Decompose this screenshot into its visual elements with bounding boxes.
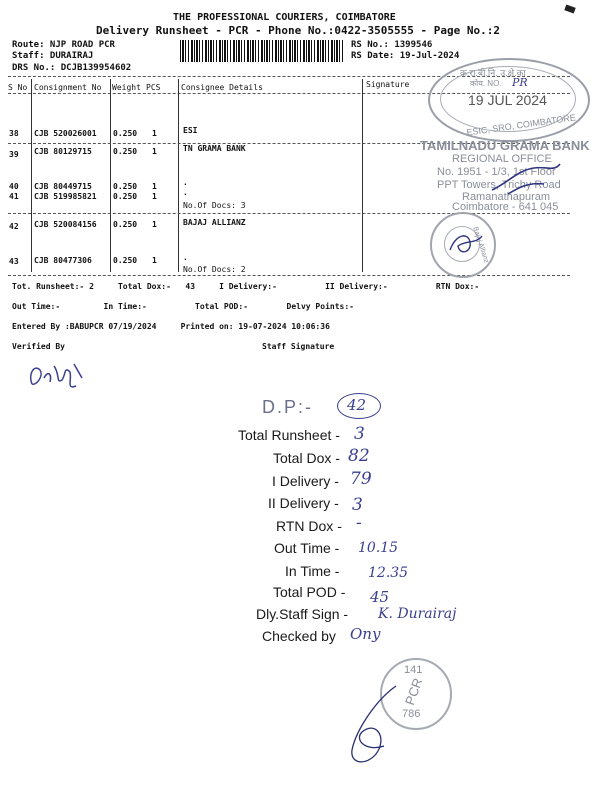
col-divider-3 bbox=[178, 79, 179, 272]
form-label-total-dox: Total Dox - bbox=[273, 450, 340, 466]
row-rule bbox=[8, 213, 570, 214]
form-value-total-runsheet: 3 bbox=[354, 424, 365, 444]
totals-line-1: Tot. Runsheet:- 2 Total Dox:- 43 I Delivery:- II Delivery:- RTN Dox:- bbox=[12, 282, 480, 291]
esic-stamp-bottom: ESIC, SRO, COIMBATORE bbox=[465, 112, 577, 138]
col-header-consignee: Consignee Details bbox=[181, 83, 263, 92]
col-header-signature: Signature bbox=[366, 80, 410, 89]
row-pcs: 1 bbox=[152, 182, 157, 191]
pcr-stamp-bottom: 786 bbox=[402, 708, 421, 720]
barcode bbox=[180, 40, 345, 62]
form-value-out-time: 10.15 bbox=[358, 540, 399, 556]
bank-stamp-address-4: Coimbatore - 641 045 bbox=[452, 201, 559, 213]
pcr-stamp-mid: PCR bbox=[401, 676, 426, 707]
row-consignee: BAJAJ ALLIANZ bbox=[183, 218, 246, 227]
esic-stamp-date: 19 JUL 2024 bbox=[468, 92, 547, 108]
row-sno: 39 bbox=[9, 150, 19, 159]
col-divider-1 bbox=[31, 79, 32, 272]
entered-by-line: Entered By :BABUPCR 07/19/2024 Printed on: 19-07-2024 10:06:36 bbox=[12, 322, 330, 331]
row-weight: 0.250 bbox=[113, 220, 138, 229]
row-pcs: 1 bbox=[152, 256, 157, 265]
row-consignment: CJB 520026001 bbox=[34, 129, 97, 138]
row-sno: 42 bbox=[9, 222, 19, 231]
form-label-rtn-dox: RTN Dox - bbox=[276, 518, 342, 534]
form-label-dly-staff-sign: Dly.Staff Sign - bbox=[256, 606, 349, 622]
esic-stamp-top: क.रा.बी.नि. उ.क्षे.का bbox=[460, 68, 526, 78]
rs-date: RS Date: 19-Jul-2024 bbox=[351, 51, 460, 61]
row-pcs: 1 bbox=[152, 192, 157, 201]
form-value-rtn-dox: - bbox=[356, 513, 362, 533]
form-value-in-time: 12.35 bbox=[368, 565, 409, 581]
row-pcs: 1 bbox=[152, 129, 157, 138]
form-value-dly-staff-sign: K. Durairaj bbox=[378, 606, 457, 622]
form-value-i-delivery: 79 bbox=[350, 469, 372, 489]
col-header-sno: S No bbox=[8, 83, 28, 92]
bank-stamp-address-1: No. 1951 - 1/3, 1st Floor bbox=[437, 166, 556, 178]
col-header-weight: Weight bbox=[112, 83, 141, 92]
form-value-total-pod: 45 bbox=[370, 588, 390, 606]
form-label-total-runsheet: Total Runsheet - bbox=[238, 427, 340, 443]
dp-label: D.P:- bbox=[262, 397, 314, 417]
verified-signature bbox=[26, 356, 96, 394]
form-label-checked-by: Checked by bbox=[262, 628, 336, 644]
row-consignee: . bbox=[183, 188, 188, 197]
docs-count-note: No.Of Docs: 3 bbox=[183, 201, 246, 210]
route-text: Route: NJP ROAD PCR bbox=[12, 40, 115, 50]
row-consignee: ESI bbox=[183, 126, 198, 135]
form-label-ii-delivery: II Delivery - bbox=[268, 495, 339, 511]
row-sno: 40 bbox=[9, 182, 19, 191]
table-bottom-rule bbox=[8, 275, 570, 276]
row-consignee: . bbox=[183, 253, 188, 262]
row-consignment: CJB 520084156 bbox=[34, 220, 97, 229]
rs-number: RS No.: 1399546 bbox=[351, 40, 433, 50]
col-divider-2 bbox=[110, 79, 111, 272]
row-consignment: CJB 519985821 bbox=[34, 192, 97, 201]
row-consignment: CJB 80129715 bbox=[34, 147, 92, 156]
row-sno: 38 bbox=[9, 129, 19, 138]
company-name: THE PROFESSIONAL COURIERS, COIMBATORE bbox=[173, 12, 396, 23]
row-weight: 0.250 bbox=[113, 129, 138, 138]
row-weight: 0.250 bbox=[113, 256, 138, 265]
row-weight: 0.250 bbox=[113, 182, 138, 191]
row-sno: 41 bbox=[9, 192, 19, 201]
form-label-in-time: In Time - bbox=[285, 563, 340, 579]
corner-mark bbox=[564, 4, 575, 13]
row-pcs: 1 bbox=[152, 220, 157, 229]
col-header-consignment: Consignment No bbox=[34, 83, 102, 92]
col-header-pcs: PCS bbox=[146, 83, 161, 92]
row-consignment: CJB 80449715 bbox=[34, 182, 92, 191]
form-label-total-pod: Total POD - bbox=[273, 584, 346, 600]
pcr-stamp-top: 141 bbox=[404, 664, 423, 676]
bank-stamp-address-3: Ramanathapuram bbox=[462, 191, 551, 203]
form-value-checked-by: Ony bbox=[350, 625, 381, 643]
form-label-out-time: Out Time - bbox=[274, 540, 340, 556]
drs-number: DRS No.: DCJB139954602 bbox=[12, 63, 132, 73]
runsheet-title: Delivery Runsheet - PCR - Phone No.:0422-3505555 - Page No.:2 bbox=[96, 24, 500, 37]
docs-count-note: No.Of Docs: 2 bbox=[183, 265, 246, 274]
row-consignee: . bbox=[183, 178, 188, 187]
esic-stamp-sub: कोय. NO. bbox=[470, 79, 502, 88]
row-consignee: TN GRAMA BANK bbox=[183, 144, 246, 153]
bank-stamp-name: TAMILNADU GRAMA BANK bbox=[420, 138, 590, 153]
form-value-total-dox: 82 bbox=[348, 446, 370, 466]
row-pcs: 1 bbox=[152, 147, 157, 156]
checker-signature bbox=[336, 680, 446, 770]
totals-line-2: Out Time:- In Time:- Total POD:- Delvy Points:- bbox=[12, 302, 354, 311]
esic-stamp-pr: PR bbox=[512, 76, 528, 89]
bank-stamp-office: REGIONAL OFFICE bbox=[452, 153, 552, 165]
form-label-i-delivery: I Delivery - bbox=[272, 473, 339, 489]
staff-text: Staff: DURAIRAJ bbox=[12, 51, 94, 61]
col-divider-4 bbox=[362, 79, 363, 272]
form-value-ii-delivery: 3 bbox=[352, 495, 363, 515]
bank-stamp-address-2: PPT Towers, Trichy Road bbox=[437, 179, 561, 191]
verified-by-label: Verified By bbox=[12, 342, 65, 351]
staff-signature-label: Staff Signature bbox=[262, 342, 335, 351]
row-weight: 0.250 bbox=[113, 147, 138, 156]
row-sno: 43 bbox=[9, 257, 19, 266]
dp-value: 42 bbox=[347, 396, 367, 414]
bajaj-signature bbox=[446, 226, 490, 260]
row-weight: 0.250 bbox=[113, 192, 138, 201]
bank-signature bbox=[488, 160, 568, 200]
row-consignment: CJB 80477306 bbox=[34, 256, 92, 265]
bajaj-stamp-ring-text: Bajaj Allianz bbox=[471, 226, 490, 265]
